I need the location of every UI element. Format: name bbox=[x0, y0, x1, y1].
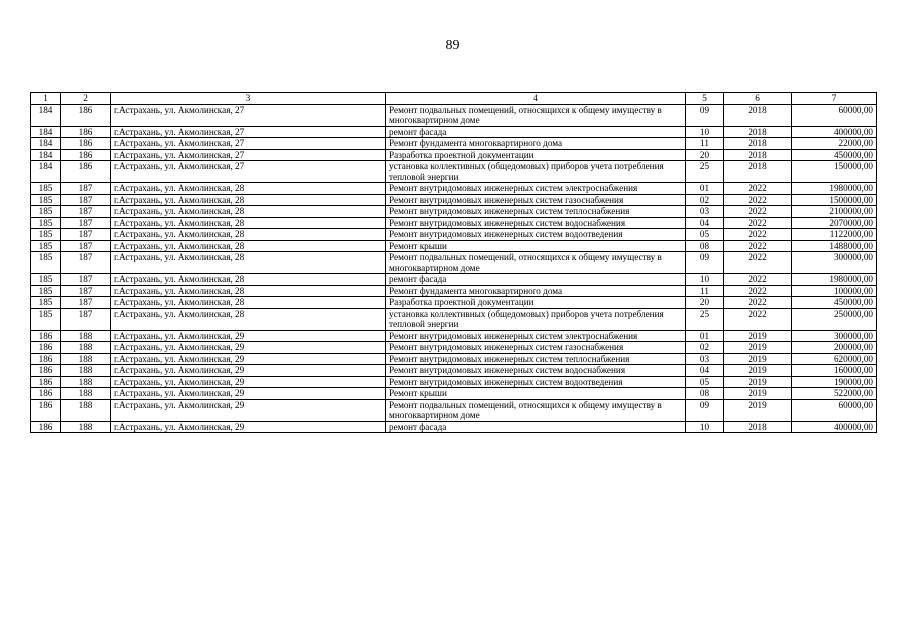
address-cell: г.Астрахань, ул. Акмолинская, 29 bbox=[111, 353, 386, 365]
work-type-cell: Ремонт фундамента многоквартирного дома bbox=[386, 138, 686, 150]
row-number-cell: 186 bbox=[31, 376, 61, 388]
work-code-cell: 20 bbox=[686, 149, 724, 161]
cost-cell: 400000,00 bbox=[792, 421, 877, 433]
address-cell: г.Астрахань, ул. Акмолинская, 29 bbox=[111, 376, 386, 388]
cost-cell: 1122000,00 bbox=[792, 229, 877, 241]
table-row bbox=[31, 126, 877, 138]
work-code-cell: 25 bbox=[686, 308, 724, 330]
table-row bbox=[31, 285, 877, 297]
work-code-cell: 09 bbox=[686, 252, 724, 274]
table-row bbox=[31, 399, 877, 421]
year-cell: 2022 bbox=[724, 252, 792, 274]
cost-cell: 22000,00 bbox=[792, 138, 877, 150]
year-cell: 2022 bbox=[724, 240, 792, 252]
house-id-cell: 188 bbox=[61, 399, 111, 421]
work-code-cell: 09 bbox=[686, 399, 724, 421]
row-number-cell: 185 bbox=[31, 229, 61, 241]
year-cell: 2018 bbox=[724, 161, 792, 183]
address-cell: г.Астрахань, ул. Акмолинская, 28 bbox=[111, 308, 386, 330]
year-cell: 2022 bbox=[724, 217, 792, 229]
work-type-cell: Ремонт внутридомовых инженерных систем теплоснабжения bbox=[386, 353, 686, 365]
address-cell: г.Астрахань, ул. Акмолинская, 28 bbox=[111, 206, 386, 218]
table-row bbox=[31, 217, 877, 229]
work-code-cell: 20 bbox=[686, 297, 724, 309]
address-cell: г.Астрахань, ул. Акмолинская, 28 bbox=[111, 183, 386, 195]
cost-cell: 1980000,00 bbox=[792, 274, 877, 286]
address-cell: г.Астрахань, ул. Акмолинская, 28 bbox=[111, 217, 386, 229]
work-code-cell: 11 bbox=[686, 138, 724, 150]
table-row bbox=[31, 330, 877, 342]
address-cell: г.Астрахань, ул. Акмолинская, 29 bbox=[111, 421, 386, 433]
house-id-cell: 188 bbox=[61, 365, 111, 377]
cost-cell: 300000,00 bbox=[792, 252, 877, 274]
house-id-cell: 187 bbox=[61, 206, 111, 218]
column-header: 4 bbox=[386, 93, 686, 105]
year-cell: 2022 bbox=[724, 285, 792, 297]
row-number-cell: 185 bbox=[31, 274, 61, 286]
row-number-cell: 185 bbox=[31, 217, 61, 229]
work-type-cell: Ремонт крыши bbox=[386, 388, 686, 400]
cost-cell: 522000,00 bbox=[792, 388, 877, 400]
work-type-cell: Ремонт внутридомовых инженерных систем электроснабжения bbox=[386, 183, 686, 195]
column-header: 1 bbox=[31, 93, 61, 105]
cost-cell: 620000,00 bbox=[792, 353, 877, 365]
cost-cell: 1500000,00 bbox=[792, 194, 877, 206]
row-number-cell: 184 bbox=[31, 138, 61, 150]
row-number-cell: 184 bbox=[31, 126, 61, 138]
cost-cell: 400000,00 bbox=[792, 126, 877, 138]
table-row bbox=[31, 194, 877, 206]
row-number-cell: 186 bbox=[31, 365, 61, 377]
cost-cell: 60000,00 bbox=[792, 104, 877, 126]
work-code-cell: 09 bbox=[686, 104, 724, 126]
cost-cell: 250000,00 bbox=[792, 308, 877, 330]
house-id-cell: 186 bbox=[61, 104, 111, 126]
cost-cell: 100000,00 bbox=[792, 285, 877, 297]
address-cell: г.Астрахань, ул. Акмолинская, 29 bbox=[111, 330, 386, 342]
work-type-cell: ремонт фасада bbox=[386, 421, 686, 433]
work-type-cell: установка коллективных (общедомовых) приборов учета потребления тепловой энергии bbox=[386, 308, 686, 330]
cost-cell: 450000,00 bbox=[792, 149, 877, 161]
cost-cell: 190000,00 bbox=[792, 376, 877, 388]
table-row bbox=[31, 274, 877, 286]
year-cell: 2018 bbox=[724, 104, 792, 126]
address-cell: г.Астрахань, ул. Акмолинская, 27 bbox=[111, 161, 386, 183]
year-cell: 2019 bbox=[724, 376, 792, 388]
work-type-cell: Ремонт внутридомовых инженерных систем теплоснабжения bbox=[386, 206, 686, 218]
address-cell: г.Астрахань, ул. Акмолинская, 29 bbox=[111, 342, 386, 354]
house-id-cell: 187 bbox=[61, 217, 111, 229]
row-number-cell: 185 bbox=[31, 183, 61, 195]
address-cell: г.Астрахань, ул. Акмолинская, 29 bbox=[111, 365, 386, 377]
work-code-cell: 01 bbox=[686, 183, 724, 195]
work-code-cell: 05 bbox=[686, 229, 724, 241]
column-header: 3 bbox=[111, 93, 386, 105]
table-row bbox=[31, 342, 877, 354]
house-id-cell: 187 bbox=[61, 274, 111, 286]
year-cell: 2018 bbox=[724, 138, 792, 150]
row-number-cell: 186 bbox=[31, 353, 61, 365]
work-type-cell: Ремонт внутридомовых инженерных систем газоснабжения bbox=[386, 342, 686, 354]
house-id-cell: 187 bbox=[61, 308, 111, 330]
work-type-cell: Ремонт внутридомовых инженерных систем водоотведения bbox=[386, 376, 686, 388]
table-row bbox=[31, 183, 877, 195]
column-header: 5 bbox=[686, 93, 724, 105]
address-cell: г.Астрахань, ул. Акмолинская, 28 bbox=[111, 229, 386, 241]
work-type-cell: ремонт фасада bbox=[386, 274, 686, 286]
cost-cell: 1980000,00 bbox=[792, 183, 877, 195]
table-row bbox=[31, 240, 877, 252]
work-type-cell: Ремонт крыши bbox=[386, 240, 686, 252]
work-code-cell: 04 bbox=[686, 365, 724, 377]
work-type-cell: Разработка проектной документации bbox=[386, 297, 686, 309]
row-number-cell: 184 bbox=[31, 161, 61, 183]
cost-cell: 300000,00 bbox=[792, 330, 877, 342]
column-header: 6 bbox=[724, 93, 792, 105]
repair-schedule-table bbox=[30, 92, 877, 433]
row-number-cell: 184 bbox=[31, 149, 61, 161]
house-id-cell: 187 bbox=[61, 229, 111, 241]
work-code-cell: 02 bbox=[686, 194, 724, 206]
house-id-cell: 188 bbox=[61, 376, 111, 388]
address-cell: г.Астрахань, ул. Акмолинская, 28 bbox=[111, 274, 386, 286]
year-cell: 2018 bbox=[724, 421, 792, 433]
year-cell: 2019 bbox=[724, 330, 792, 342]
work-code-cell: 11 bbox=[686, 285, 724, 297]
row-number-cell: 185 bbox=[31, 297, 61, 309]
year-cell: 2019 bbox=[724, 342, 792, 354]
cost-cell: 150000,00 bbox=[792, 161, 877, 183]
house-id-cell: 187 bbox=[61, 240, 111, 252]
row-number-cell: 186 bbox=[31, 330, 61, 342]
table-row bbox=[31, 206, 877, 218]
address-cell: г.Астрахань, ул. Акмолинская, 27 bbox=[111, 149, 386, 161]
address-cell: г.Астрахань, ул. Акмолинская, 29 bbox=[111, 388, 386, 400]
year-cell: 2019 bbox=[724, 365, 792, 377]
work-type-cell: Ремонт внутридомовых инженерных систем водоснабжения bbox=[386, 365, 686, 377]
table-row bbox=[31, 353, 877, 365]
work-code-cell: 10 bbox=[686, 126, 724, 138]
work-type-cell: Разработка проектной документации bbox=[386, 149, 686, 161]
table-row bbox=[31, 104, 877, 126]
table-row bbox=[31, 149, 877, 161]
work-code-cell: 03 bbox=[686, 206, 724, 218]
address-cell: г.Астрахань, ул. Акмолинская, 27 bbox=[111, 126, 386, 138]
year-cell: 2018 bbox=[724, 149, 792, 161]
work-type-cell: установка коллективных (общедомовых) приборов учета потребления тепловой энергии bbox=[386, 161, 686, 183]
address-cell: г.Астрахань, ул. Акмолинская, 28 bbox=[111, 252, 386, 274]
row-number-cell: 186 bbox=[31, 388, 61, 400]
house-id-cell: 187 bbox=[61, 183, 111, 195]
house-id-cell: 187 bbox=[61, 285, 111, 297]
address-cell: г.Астрахань, ул. Акмолинская, 28 bbox=[111, 240, 386, 252]
cost-cell: 1488000,00 bbox=[792, 240, 877, 252]
row-number-cell: 186 bbox=[31, 421, 61, 433]
house-id-cell: 188 bbox=[61, 330, 111, 342]
work-type-cell: Ремонт внутридомовых инженерных систем водоснабжения bbox=[386, 217, 686, 229]
year-cell: 2022 bbox=[724, 297, 792, 309]
row-number-cell: 185 bbox=[31, 285, 61, 297]
work-type-cell: Ремонт фундамента многоквартирного дома bbox=[386, 285, 686, 297]
table-row bbox=[31, 376, 877, 388]
year-cell: 2019 bbox=[724, 399, 792, 421]
row-number-cell: 186 bbox=[31, 342, 61, 354]
work-type-cell: Ремонт внутридомовых инженерных систем электроснабжения bbox=[386, 330, 686, 342]
work-code-cell: 04 bbox=[686, 217, 724, 229]
table-row bbox=[31, 308, 877, 330]
house-id-cell: 187 bbox=[61, 194, 111, 206]
address-cell: г.Астрахань, ул. Акмолинская, 27 bbox=[111, 104, 386, 126]
year-cell: 2022 bbox=[724, 206, 792, 218]
house-id-cell: 186 bbox=[61, 149, 111, 161]
house-id-cell: 188 bbox=[61, 342, 111, 354]
year-cell: 2018 bbox=[724, 126, 792, 138]
house-id-cell: 186 bbox=[61, 161, 111, 183]
column-header: 7 bbox=[792, 93, 877, 105]
work-code-cell: 05 bbox=[686, 376, 724, 388]
row-number-cell: 184 bbox=[31, 104, 61, 126]
table-row bbox=[31, 138, 877, 150]
work-code-cell: 10 bbox=[686, 274, 724, 286]
house-id-cell: 187 bbox=[61, 297, 111, 309]
row-number-cell: 185 bbox=[31, 206, 61, 218]
work-code-cell: 08 bbox=[686, 240, 724, 252]
year-cell: 2022 bbox=[724, 308, 792, 330]
address-cell: г.Астрахань, ул. Акмолинская, 28 bbox=[111, 194, 386, 206]
work-type-cell: Ремонт внутридомовых инженерных систем водоотведения bbox=[386, 229, 686, 241]
work-type-cell: ремонт фасада bbox=[386, 126, 686, 138]
year-cell: 2022 bbox=[724, 229, 792, 241]
row-number-cell: 185 bbox=[31, 240, 61, 252]
row-number-cell: 185 bbox=[31, 308, 61, 330]
cost-cell: 450000,00 bbox=[792, 297, 877, 309]
year-cell: 2022 bbox=[724, 274, 792, 286]
work-code-cell: 03 bbox=[686, 353, 724, 365]
cost-cell: 2100000,00 bbox=[792, 206, 877, 218]
row-number-cell: 185 bbox=[31, 194, 61, 206]
row-number-cell: 185 bbox=[31, 252, 61, 274]
cost-cell: 160000,00 bbox=[792, 365, 877, 377]
page-number: 89 bbox=[445, 38, 460, 53]
table-row bbox=[31, 421, 877, 433]
house-id-cell: 188 bbox=[61, 421, 111, 433]
address-cell: г.Астрахань, ул. Акмолинская, 28 bbox=[111, 285, 386, 297]
address-cell: г.Астрахань, ул. Акмолинская, 29 bbox=[111, 399, 386, 421]
year-cell: 2022 bbox=[724, 194, 792, 206]
cost-cell: 200000,00 bbox=[792, 342, 877, 354]
work-type-cell: Ремонт подвальных помещений, относящихся к общему имуществу в многоквартирном доме bbox=[386, 399, 686, 421]
table-row bbox=[31, 388, 877, 400]
work-type-cell: Ремонт подвальных помещений, относящихся к общему имуществу в многоквартирном доме bbox=[386, 104, 686, 126]
work-code-cell: 10 bbox=[686, 421, 724, 433]
table-row bbox=[31, 252, 877, 274]
cost-cell: 60000,00 bbox=[792, 399, 877, 421]
cost-cell: 2070000,00 bbox=[792, 217, 877, 229]
column-header: 2 bbox=[61, 93, 111, 105]
work-type-cell: Ремонт внутридомовых инженерных систем газоснабжения bbox=[386, 194, 686, 206]
table-row bbox=[31, 297, 877, 309]
work-code-cell: 08 bbox=[686, 388, 724, 400]
work-code-cell: 02 bbox=[686, 342, 724, 354]
year-cell: 2019 bbox=[724, 353, 792, 365]
house-id-cell: 186 bbox=[61, 138, 111, 150]
work-code-cell: 01 bbox=[686, 330, 724, 342]
header-row bbox=[31, 93, 877, 105]
table-row bbox=[31, 365, 877, 377]
house-id-cell: 188 bbox=[61, 388, 111, 400]
work-type-cell: Ремонт подвальных помещений, относящихся к общему имуществу в многоквартирном доме bbox=[386, 252, 686, 274]
address-cell: г.Астрахань, ул. Акмолинская, 28 bbox=[111, 297, 386, 309]
row-number-cell: 186 bbox=[31, 399, 61, 421]
address-cell: г.Астрахань, ул. Акмолинская, 27 bbox=[111, 138, 386, 150]
year-cell: 2022 bbox=[724, 183, 792, 195]
table-row bbox=[31, 161, 877, 183]
house-id-cell: 188 bbox=[61, 353, 111, 365]
work-code-cell: 25 bbox=[686, 161, 724, 183]
year-cell: 2019 bbox=[724, 388, 792, 400]
house-id-cell: 186 bbox=[61, 126, 111, 138]
house-id-cell: 187 bbox=[61, 252, 111, 274]
table-row bbox=[31, 229, 877, 241]
